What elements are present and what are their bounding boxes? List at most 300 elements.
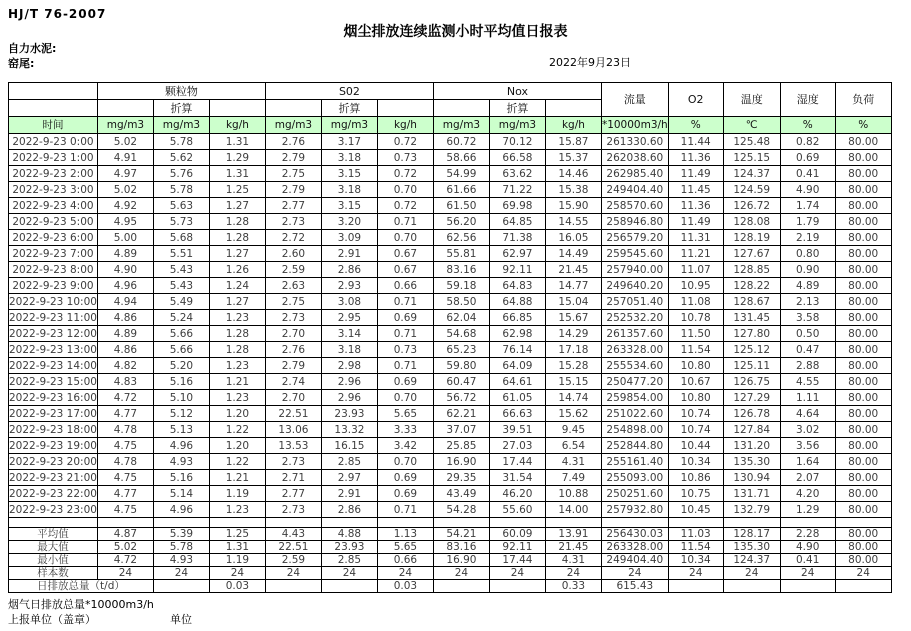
summary-value-cell: 23.93 [321,541,377,554]
empty-cell [545,518,601,528]
summary-value-cell: 5.39 [153,528,209,541]
value-cell: 2.97 [321,470,377,486]
value-cell: 131.20 [723,438,780,454]
value-cell: 11.31 [668,230,723,246]
value-cell: 3.09 [321,230,377,246]
summary-value-cell: 80.00 [835,528,891,541]
summary-value-cell: 13.91 [545,528,601,541]
summary-value-cell: 24 [265,567,321,580]
value-cell: 15.87 [545,134,601,150]
value-cell: 59.80 [433,358,489,374]
summary-value-cell: 4.87 [97,528,153,541]
daily-total-value-cell [835,580,891,593]
value-cell: 14.46 [545,166,601,182]
value-cell: 0.70 [377,454,433,470]
value-cell: 5.73 [153,214,209,230]
empty-cell [489,518,545,528]
value-cell: 5.00 [97,230,153,246]
value-cell: 64.09 [489,358,545,374]
value-cell: 13.06 [265,422,321,438]
value-cell: 4.92 [97,198,153,214]
value-cell: 128.19 [723,230,780,246]
value-cell: 131.45 [723,310,780,326]
summary-label-cell: 最大值 [9,541,98,554]
unit-cell: mg/m3 [321,117,377,134]
value-cell: 126.72 [723,198,780,214]
value-cell: 64.83 [489,278,545,294]
time-cell: 2022-9-23 0:00 [9,134,98,150]
value-cell: 2.93 [321,278,377,294]
value-cell: 5.16 [153,470,209,486]
time-cell: 2022-9-23 20:00 [9,455,97,468]
value-cell: 3.42 [377,438,433,454]
daily-total-value-cell [153,580,209,593]
value-cell: 1.25 [209,182,265,198]
value-cell: 54.99 [433,166,489,182]
value-cell: 16.90 [433,454,489,470]
value-cell: 1.21 [209,374,265,390]
value-cell: 0.70 [377,390,433,406]
summary-value-cell: 2.85 [321,554,377,567]
value-cell: 1.22 [209,454,265,470]
value-cell: 0.72 [377,198,433,214]
table-row [9,406,892,422]
value-cell: 22.51 [265,406,321,422]
value-cell: 1.74 [780,198,835,214]
value-cell: 80.00 [835,262,891,278]
unit-cell: kg/h [545,117,601,134]
value-cell: 4.91 [97,150,153,166]
summary-row [9,554,892,567]
summary-value-cell: 24 [835,567,891,580]
time-cell: 2022-9-23 6:00 [9,230,98,246]
value-cell: 1.20 [209,438,265,454]
value-cell: 1.23 [209,358,265,374]
value-cell: 4.97 [97,166,153,182]
value-cell: 5.68 [153,230,209,246]
value-cell: 1.27 [209,198,265,214]
value-cell: 5.12 [153,406,209,422]
value-cell: 62.21 [433,406,489,422]
unit-cell: % [835,117,891,134]
summary-value-cell: 92.11 [489,541,545,554]
value-cell: 5.51 [153,246,209,262]
unit-cell: *10000m3/h [601,117,668,134]
table-row [9,230,892,246]
empty-cell [668,518,723,528]
value-cell: 5.76 [153,166,209,182]
header-blank-cell [9,83,98,100]
value-cell: 15.37 [545,150,601,166]
value-cell: 249404.40 [601,182,668,198]
value-cell: 80.00 [835,134,891,150]
table-row [9,326,892,342]
table-row [9,310,892,326]
value-cell: 15.15 [545,374,601,390]
value-cell: 4.86 [97,310,153,326]
value-cell: 3.20 [321,214,377,230]
value-cell: 5.78 [153,182,209,198]
value-cell: 1.19 [209,486,265,502]
summary-value-cell: 24 [377,567,433,580]
value-cell: 263328.00 [601,342,668,358]
value-cell: 0.71 [377,326,433,342]
summary-value-cell: 11.03 [668,528,723,541]
value-cell: 10.88 [545,486,601,502]
value-cell: 3.18 [321,182,377,198]
empty-cell [321,518,377,528]
empty-cell [153,518,209,528]
value-cell: 125.15 [723,150,780,166]
value-cell: 11.36 [668,198,723,214]
value-cell: 10.78 [668,310,723,326]
value-cell: 250251.60 [601,486,668,502]
table-row [9,502,892,518]
unit-cell: ℃ [723,117,780,134]
summary-value-cell: 24 [209,567,265,580]
header-conv-so2: 折算 [321,100,377,117]
summary-value-cell: 4.88 [321,528,377,541]
value-cell: 262038.60 [601,150,668,166]
value-cell: 259545.60 [601,246,668,262]
summary-value-cell: 5.78 [153,541,209,554]
value-cell: 127.29 [723,390,780,406]
header-blank-cell [9,100,98,117]
value-cell: 5.43 [153,262,209,278]
value-cell: 258570.60 [601,198,668,214]
value-cell: 2.79 [265,150,321,166]
unit-cell: kg/h [377,117,433,134]
value-cell: 5.02 [97,182,153,198]
value-cell: 2.73 [265,502,321,518]
value-cell: 4.75 [97,470,153,486]
value-cell: 80.00 [835,358,891,374]
value-cell: 3.17 [321,134,377,150]
value-cell: 1.79 [780,214,835,230]
value-cell: 5.66 [153,342,209,358]
time-cell: 2022-9-23 16:00 [9,391,97,404]
time-column-header: 时间 [9,117,98,134]
summary-value-cell: 80.00 [835,554,891,567]
header-blank-cell [433,100,489,117]
value-cell: 4.82 [97,358,153,374]
header-particulate: 颗粒物 [97,83,265,100]
value-cell: 21.45 [545,262,601,278]
value-cell: 5.16 [153,374,209,390]
value-cell: 5.63 [153,198,209,214]
value-cell: 5.66 [153,326,209,342]
value-cell: 124.59 [723,182,780,198]
table-row [9,470,892,486]
summary-value-cell: 4.43 [265,528,321,541]
daily-total-value-cell: 615.43 [601,580,668,593]
value-cell: 259854.00 [601,390,668,406]
header-blank-cell [377,100,433,117]
value-cell: 63.62 [489,166,545,182]
time-cell: 2022-9-23 21:00 [9,471,97,484]
unit-label: 单位 [170,613,192,626]
value-cell: 0.69 [377,310,433,326]
value-cell: 10.95 [668,278,723,294]
value-cell: 80.00 [835,406,891,422]
summary-value-cell: 24 [545,567,601,580]
summary-value-cell: 5.02 [97,541,153,554]
value-cell: 0.70 [377,230,433,246]
value-cell: 60.72 [433,134,489,150]
value-cell: 0.41 [780,166,835,182]
value-cell: 69.98 [489,198,545,214]
daily-total-value-cell: 0.33 [545,580,601,593]
value-cell: 0.67 [377,262,433,278]
time-cell: 2022-9-23 3:00 [9,182,98,198]
unit-cell: mg/m3 [265,117,321,134]
value-cell: 249640.20 [601,278,668,294]
value-cell: 2.70 [265,326,321,342]
spacer-row [9,518,892,528]
value-cell: 3.15 [321,198,377,214]
value-cell: 64.88 [489,294,545,310]
value-cell: 92.11 [489,262,545,278]
monitor-location: 窑尾: [8,57,35,70]
value-cell: 59.18 [433,278,489,294]
summary-value-cell: 21.45 [545,541,601,554]
value-cell: 11.50 [668,326,723,342]
value-cell: 66.63 [489,406,545,422]
summary-value-cell: 135.30 [723,541,780,554]
value-cell: 3.18 [321,342,377,358]
empty-cell [377,518,433,528]
value-cell: 4.93 [153,454,209,470]
value-cell: 55.81 [433,246,489,262]
table-row [9,134,892,150]
value-cell: 2.07 [780,470,835,486]
value-cell: 46.20 [489,486,545,502]
value-cell: 54.28 [433,502,489,518]
value-cell: 131.71 [723,486,780,502]
value-cell: 2.86 [321,502,377,518]
page-title: 烟尘排放连续监测小时平均值日报表 [343,24,568,40]
value-cell: 80.00 [835,278,891,294]
value-cell: 64.85 [489,214,545,230]
summary-value-cell: 10.34 [668,554,723,567]
summary-value-cell: 24 [780,567,835,580]
value-cell: 61.05 [489,390,545,406]
value-cell: 58.50 [433,294,489,310]
value-cell: 13.32 [321,422,377,438]
value-cell: 76.14 [489,342,545,358]
table-row [9,294,892,310]
header-blank-cell [545,100,601,117]
summary-value-cell: 24 [601,567,668,580]
value-cell: 5.13 [153,422,209,438]
summary-value-cell: 4.72 [97,554,153,567]
value-cell: 29.35 [433,470,489,486]
flue-gas-total-note: 烟气日排放总量*10000m3/h [8,598,154,611]
summary-value-cell: 1.13 [377,528,433,541]
value-cell: 0.90 [780,262,835,278]
value-cell: 10.80 [668,390,723,406]
value-cell: 15.04 [545,294,601,310]
value-cell: 14.55 [545,214,601,230]
value-cell: 3.33 [377,422,433,438]
value-cell: 10.86 [668,470,723,486]
value-cell: 2.74 [265,374,321,390]
value-cell: 55.60 [489,502,545,518]
value-cell: 5.62 [153,150,209,166]
daily-total-value-cell [321,580,377,593]
report-table [8,82,892,593]
value-cell: 5.65 [377,406,433,422]
header-blank-cell [265,100,321,117]
value-cell: 60.47 [433,374,489,390]
value-cell: 0.71 [377,294,433,310]
summary-value-cell: 2.28 [780,528,835,541]
value-cell: 0.69 [377,374,433,390]
value-cell: 4.20 [780,486,835,502]
summary-value-cell: 11.54 [668,541,723,554]
summary-label-cell: 样本数 [9,567,98,580]
value-cell: 14.74 [545,390,601,406]
daily-total-value-cell [433,580,489,593]
value-cell: 80.00 [835,150,891,166]
value-cell: 5.78 [153,134,209,150]
value-cell: 262985.40 [601,166,668,182]
value-cell: 27.03 [489,438,545,454]
table-row [9,246,892,262]
value-cell: 14.77 [545,278,601,294]
value-cell: 0.71 [377,214,433,230]
value-cell: 130.94 [723,470,780,486]
value-cell: 58.66 [433,150,489,166]
value-cell: 4.89 [97,326,153,342]
time-cell: 2022-9-23 5:00 [9,214,98,230]
value-cell: 0.67 [377,246,433,262]
value-cell: 4.55 [780,374,835,390]
value-cell: 10.34 [668,454,723,470]
standard-number: HJ/T 76-2007 [8,7,107,21]
value-cell: 16.05 [545,230,601,246]
value-cell: 127.84 [723,422,780,438]
value-cell: 11.08 [668,294,723,310]
summary-value-cell: 4.31 [545,554,601,567]
value-cell: 128.22 [723,278,780,294]
value-cell: 1.23 [209,502,265,518]
value-cell: 1.64 [780,454,835,470]
reporting-unit-label: 上报单位（盖章） [8,613,96,626]
value-cell: 15.90 [545,198,601,214]
table-row [9,438,892,454]
value-cell: 16.15 [321,438,377,454]
table-row [9,422,892,438]
value-cell: 10.67 [668,374,723,390]
value-cell: 1.28 [209,342,265,358]
value-cell: 128.67 [723,294,780,310]
header-blank-cell [209,100,265,117]
value-cell: 4.90 [97,262,153,278]
value-cell: 1.27 [209,294,265,310]
daily-total-row [9,580,892,593]
time-cell: 2022-9-23 23:00 [9,503,97,516]
unit-cell: mg/m3 [433,117,489,134]
daily-total-value-cell [780,580,835,593]
header-flow: 流量 [601,83,668,117]
value-cell: 4.90 [780,182,835,198]
summary-value-cell: 4.93 [153,554,209,567]
time-cell: 2022-9-23 9:00 [9,278,98,294]
value-cell: 2.75 [265,294,321,310]
value-cell: 2.73 [265,214,321,230]
value-cell: 37.07 [433,422,489,438]
value-cell: 2.60 [265,246,321,262]
value-cell: 1.29 [209,150,265,166]
summary-value-cell: 4.90 [780,541,835,554]
value-cell: 14.29 [545,326,601,342]
value-cell: 5.24 [153,310,209,326]
header-humidity: 湿度 [780,83,835,117]
value-cell: 11.07 [668,262,723,278]
time-cell: 2022-9-23 18:00 [9,423,97,436]
value-cell: 4.89 [780,278,835,294]
empty-cell [835,518,891,528]
value-cell: 2.76 [265,134,321,150]
value-cell: 0.73 [377,150,433,166]
time-cell: 2022-9-23 7:00 [9,246,98,262]
value-cell: 128.08 [723,214,780,230]
summary-value-cell: 24 [489,567,545,580]
value-cell: 0.47 [780,342,835,358]
value-cell: 80.00 [835,374,891,390]
value-cell: 3.02 [780,422,835,438]
value-cell: 4.72 [97,390,153,406]
value-cell: 1.27 [209,246,265,262]
value-cell: 4.75 [97,438,153,454]
summary-value-cell: 128.17 [723,528,780,541]
value-cell: 39.51 [489,422,545,438]
value-cell: 3.14 [321,326,377,342]
header-o2: O2 [668,83,723,117]
value-cell: 2.71 [265,470,321,486]
value-cell: 80.00 [835,214,891,230]
value-cell: 252844.80 [601,438,668,454]
value-cell: 2.86 [321,262,377,278]
value-cell: 80.00 [835,470,891,486]
value-cell: 5.43 [153,278,209,294]
value-cell: 251022.60 [601,406,668,422]
daily-total-value-cell [265,580,321,593]
summary-row [9,541,892,554]
value-cell: 11.44 [668,134,723,150]
value-cell: 71.22 [489,182,545,198]
summary-value-cell: 22.51 [265,541,321,554]
value-cell: 135.30 [723,454,780,470]
value-cell: 2.59 [265,262,321,278]
value-cell: 4.95 [97,214,153,230]
value-cell: 4.31 [545,454,601,470]
summary-value-cell: 256430.03 [601,528,668,541]
time-cell: 2022-9-23 17:00 [9,407,97,420]
value-cell: 261357.60 [601,326,668,342]
value-cell: 66.58 [489,150,545,166]
value-cell: 25.85 [433,438,489,454]
value-cell: 257051.40 [601,294,668,310]
time-cell: 2022-9-23 22:00 [9,487,97,500]
value-cell: 9.45 [545,422,601,438]
summary-value-cell: 0.66 [377,554,433,567]
value-cell: 11.45 [668,182,723,198]
value-cell: 0.72 [377,166,433,182]
value-cell: 2.98 [321,358,377,374]
summary-label-cell: 最小值 [9,554,98,567]
